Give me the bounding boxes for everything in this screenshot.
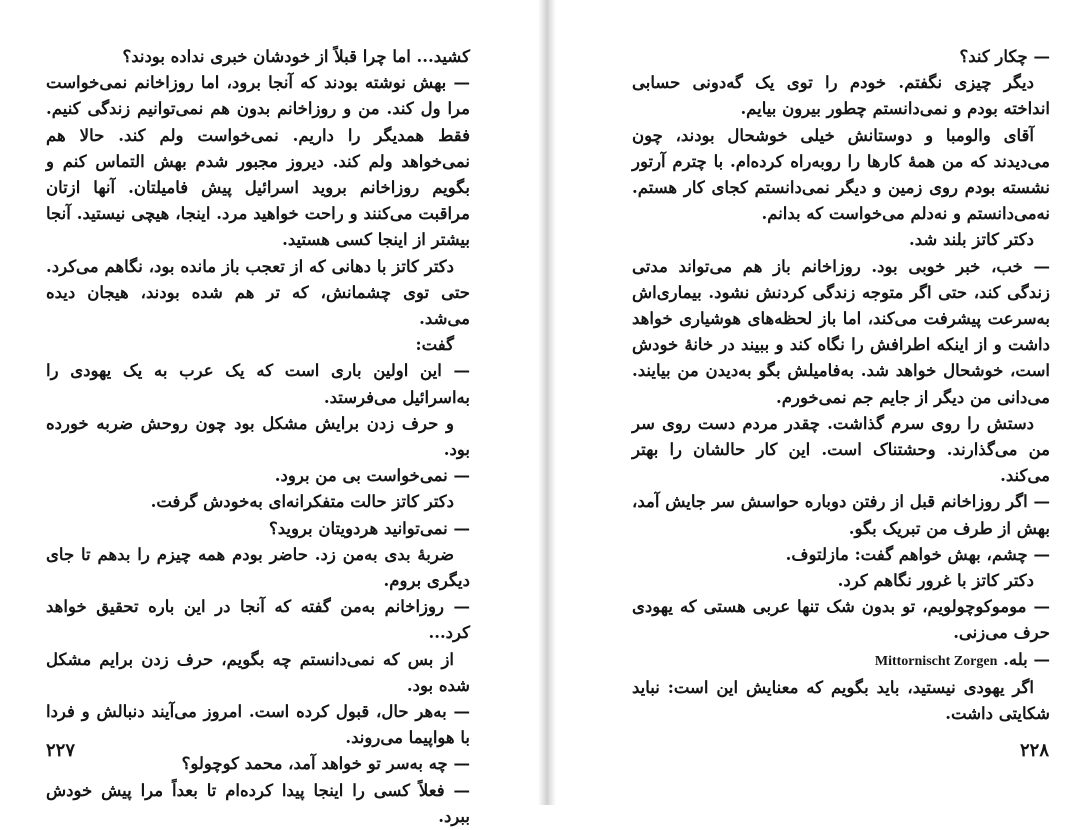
paragraph — [632, 647, 1050, 675]
paragraph: دکتر کاتز با دهانی که از تعجب باز مانده بود، نگاهم می‌کرد. حتی توی چشمانش، که تر هم شده بودند، هیجان دیده می‌شد. — [46, 256, 470, 329]
paragraph: دکتر کاتز بلند شد. — [908, 230, 1034, 250]
paragraph: — فعلاً کسی را اینجا پیدا کرده‌ام تا بعداً مرا پیش خودش ببرد. — [46, 780, 470, 826]
paragraph: و حرف زدن برایش مشکل بود چون روحش ضربه خورده بود. — [46, 413, 470, 460]
paragraph: — نمی‌خواست بی من برود. — [274, 466, 470, 486]
paragraph: کشید... اما چرا قبلاً از خودشان خبری نداده بودند؟ — [122, 47, 470, 66]
left-page — [0, 0, 538, 826]
right-page-text — [632, 44, 1050, 727]
paragraph: — روزاخانم به‌من گفته که آنجا در این باره تحقیق خواهد کرد... — [46, 597, 470, 643]
paragraph: از بس که نمی‌دانستم چه بگویم، حرف زدن برایم مشکل شده بود. — [46, 649, 470, 695]
paragraph: آقای والومبا و دوستانش خیلی خوشحال بودند، چون می‌دیدند که من همهٔ کارها را رو‌به‌راه کرده‌ام. با چترم آرتور نشسته بودم روی زمین و دیگر نمی‌دانستم کجای کار هستم. نه‌می‌دانستم و نه‌دلم می‌خواست که بدانم. — [632, 125, 1050, 224]
paragraph: اگر یهودی نیستید، باید بگویم که معنایش این است: نباید شکایتی داشت. — [632, 677, 1050, 724]
right-page — [556, 0, 1086, 805]
paragraph: دکتر کاتز حالت متفکرانه‌ای به‌خودش گرفت. — [150, 492, 454, 512]
paragraph: دیگر چیزی نگفتم. خودم را توی یک گه‌دونی حسابی انداخته بودم و نمی‌دانستم چطور بیرون بیایم. — [632, 73, 1050, 119]
paragraph: — این اولین باری است که یک عرب به یک یهودی را به‌اسرائیل می‌فرستد. — [46, 361, 470, 407]
paragraph: — به‌هر حال، قبول کرده است. امروز می‌آیند دنبالش و فردا با هواپیما می‌روند. — [46, 702, 470, 748]
paragraph: — خب، خبر خوبی بود. روزاخانم باز هم می‌تواند مدتی زندگی کند، حتی اگر متوجه زندگی کردنش نشود. بیماری‌اش به‌سرعت پیشرفت می‌کند، اما باز لحظه‌های هوشیاری خواهد داشت و از اینکه اطرافش را نگاه کند و ببیند در خانهٔ خودش است، خوشحال خواهد شد. به‌فامیلش بگو به‌دیدن من بیایند. می‌دانی من دیگر از جایم جم نمی‌خورم. — [632, 256, 1050, 407]
page-number: ۲۲۷ — [46, 740, 76, 761]
paragraph: — نمی‌توانید هردویتان بروید؟ — [268, 518, 470, 538]
paragraph: دستش را روی سرم گذاشت. چقدر مردم دست روی سر من می‌گذارند. وحشتناک است. این کار حالشان را بهتر می‌کند. — [632, 413, 1050, 486]
latin-phrase: Mittornischt Zorgen — [874, 653, 998, 669]
book-gutter — [538, 0, 556, 805]
paragraph: دکتر کاتز با غرور نگاهم کرد. — [837, 571, 1034, 591]
page-number: ۲۲۸ — [1020, 740, 1050, 761]
paragraph: — موموکوچولویم، تو بدون شک تنها عربی هستی که یهودی حرف می‌زنی. — [632, 597, 1050, 643]
paragraph: ضربهٔ بدی به‌من زد. حاضر بودم همه چیزم را بدهم تا جای دیگری بروم. — [46, 544, 470, 591]
paragraph: — چکار کند؟ — [959, 47, 1050, 66]
paragraph: گفت: — [415, 335, 454, 355]
left-page-text — [46, 44, 470, 830]
paragraph: — چشم، بهش خواهم گفت: مازلتوف. — [785, 544, 1050, 564]
paragraph-text: — بله. — [1003, 649, 1050, 669]
paragraph: — اگر روزاخانم قبل از رفتن دوباره حواسش سر جایش آمد، بهش از طرف من تبریک بگو. — [632, 492, 1050, 538]
paragraph: — بهش نوشته بودند که آنجا برود، اما روزاخانم نمی‌خواست مرا ول کند. من و روزاخانم بدون هم نمی‌توانیم زندگی کنیم. فقط همدیگر را داریم. نمی‌خواست ولم کند. حالا هم نمی‌خواهد ولم کند. دیروز مجبور شدم بهش التماس کنم و بگویم روزاخانم بروید اسرائیل پیش فامیلتان. آنها ازتان مراقبت می‌کنند و راحت خواهید مرد. اینجا، هیچی نیستید. آنجا بیشتر از اینجا کسی هستید. — [46, 73, 470, 250]
paragraph: — چه به‌سر تو خواهد آمد، محمد کوچولو؟ — [181, 754, 470, 774]
